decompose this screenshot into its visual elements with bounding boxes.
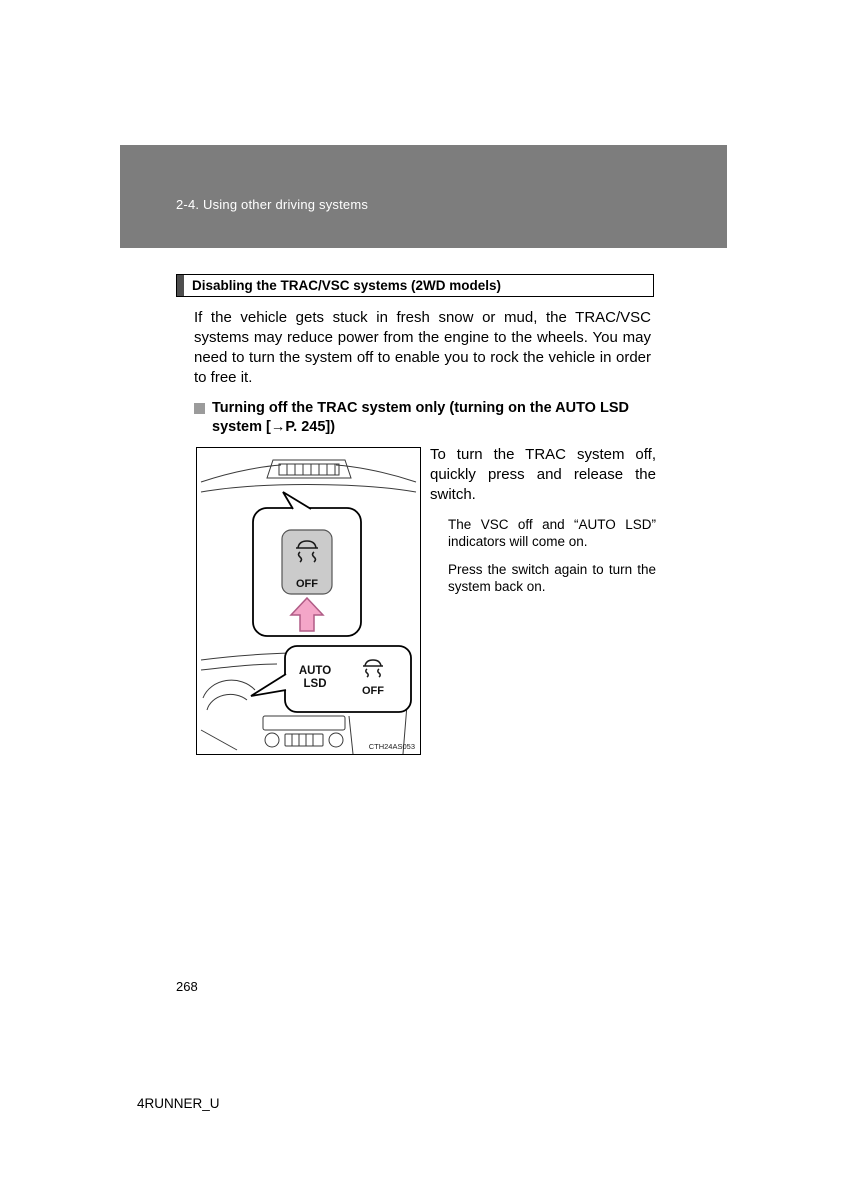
instruction-note-2: Press the switch again to turn the system back on. [448,562,656,594]
chapter-title: 2-4. Using other driving systems [176,197,369,212]
vsc-off-indicator-label: OFF [362,685,384,697]
page-number: 268 [176,979,198,994]
instruction-main: To turn the TRAC system off, quickly press and release the switch. [430,446,656,503]
intro-paragraph: If the vehicle gets stuck in fresh snow or mud, the TRAC/VSC systems may reduce power from the engine to the wheels. You may need to turn the system off to enable you to rock the vehicle in order to free it. [194,309,651,386]
dash-top-linework [201,460,416,492]
section-title: Disabling the TRAC/VSC systems (2WD models) [192,278,502,293]
switch-off-label: OFF [296,578,318,590]
indicator-callout [251,646,411,712]
figure-caption: CTH24AS053 [368,742,415,751]
auto-lsd-indicator-line1: AUTO [298,665,332,677]
chapter-header-band [120,145,727,248]
section-accent-bar [177,275,184,296]
auto-lsd-indicator-line2: LSD [303,678,327,690]
instruction-note-1: The VSC off and “AUTO LSD” indicators will come on. [448,517,656,549]
document-code: 4RUNNER_U [137,1096,220,1111]
dashboard-illustration [197,448,420,754]
instruction-column [430,445,656,595]
callout-pointer [283,492,311,509]
callout-tail [251,674,286,696]
subsection-title: Turning off the TRAC system only (turning on the AUTO LSD system [→P. 245]) [212,400,629,435]
subsection-heading [194,399,656,437]
switch-callout [253,492,361,636]
figure-trac-switch [196,447,421,755]
section-title-box [176,274,654,297]
square-bullet-icon [194,403,205,414]
